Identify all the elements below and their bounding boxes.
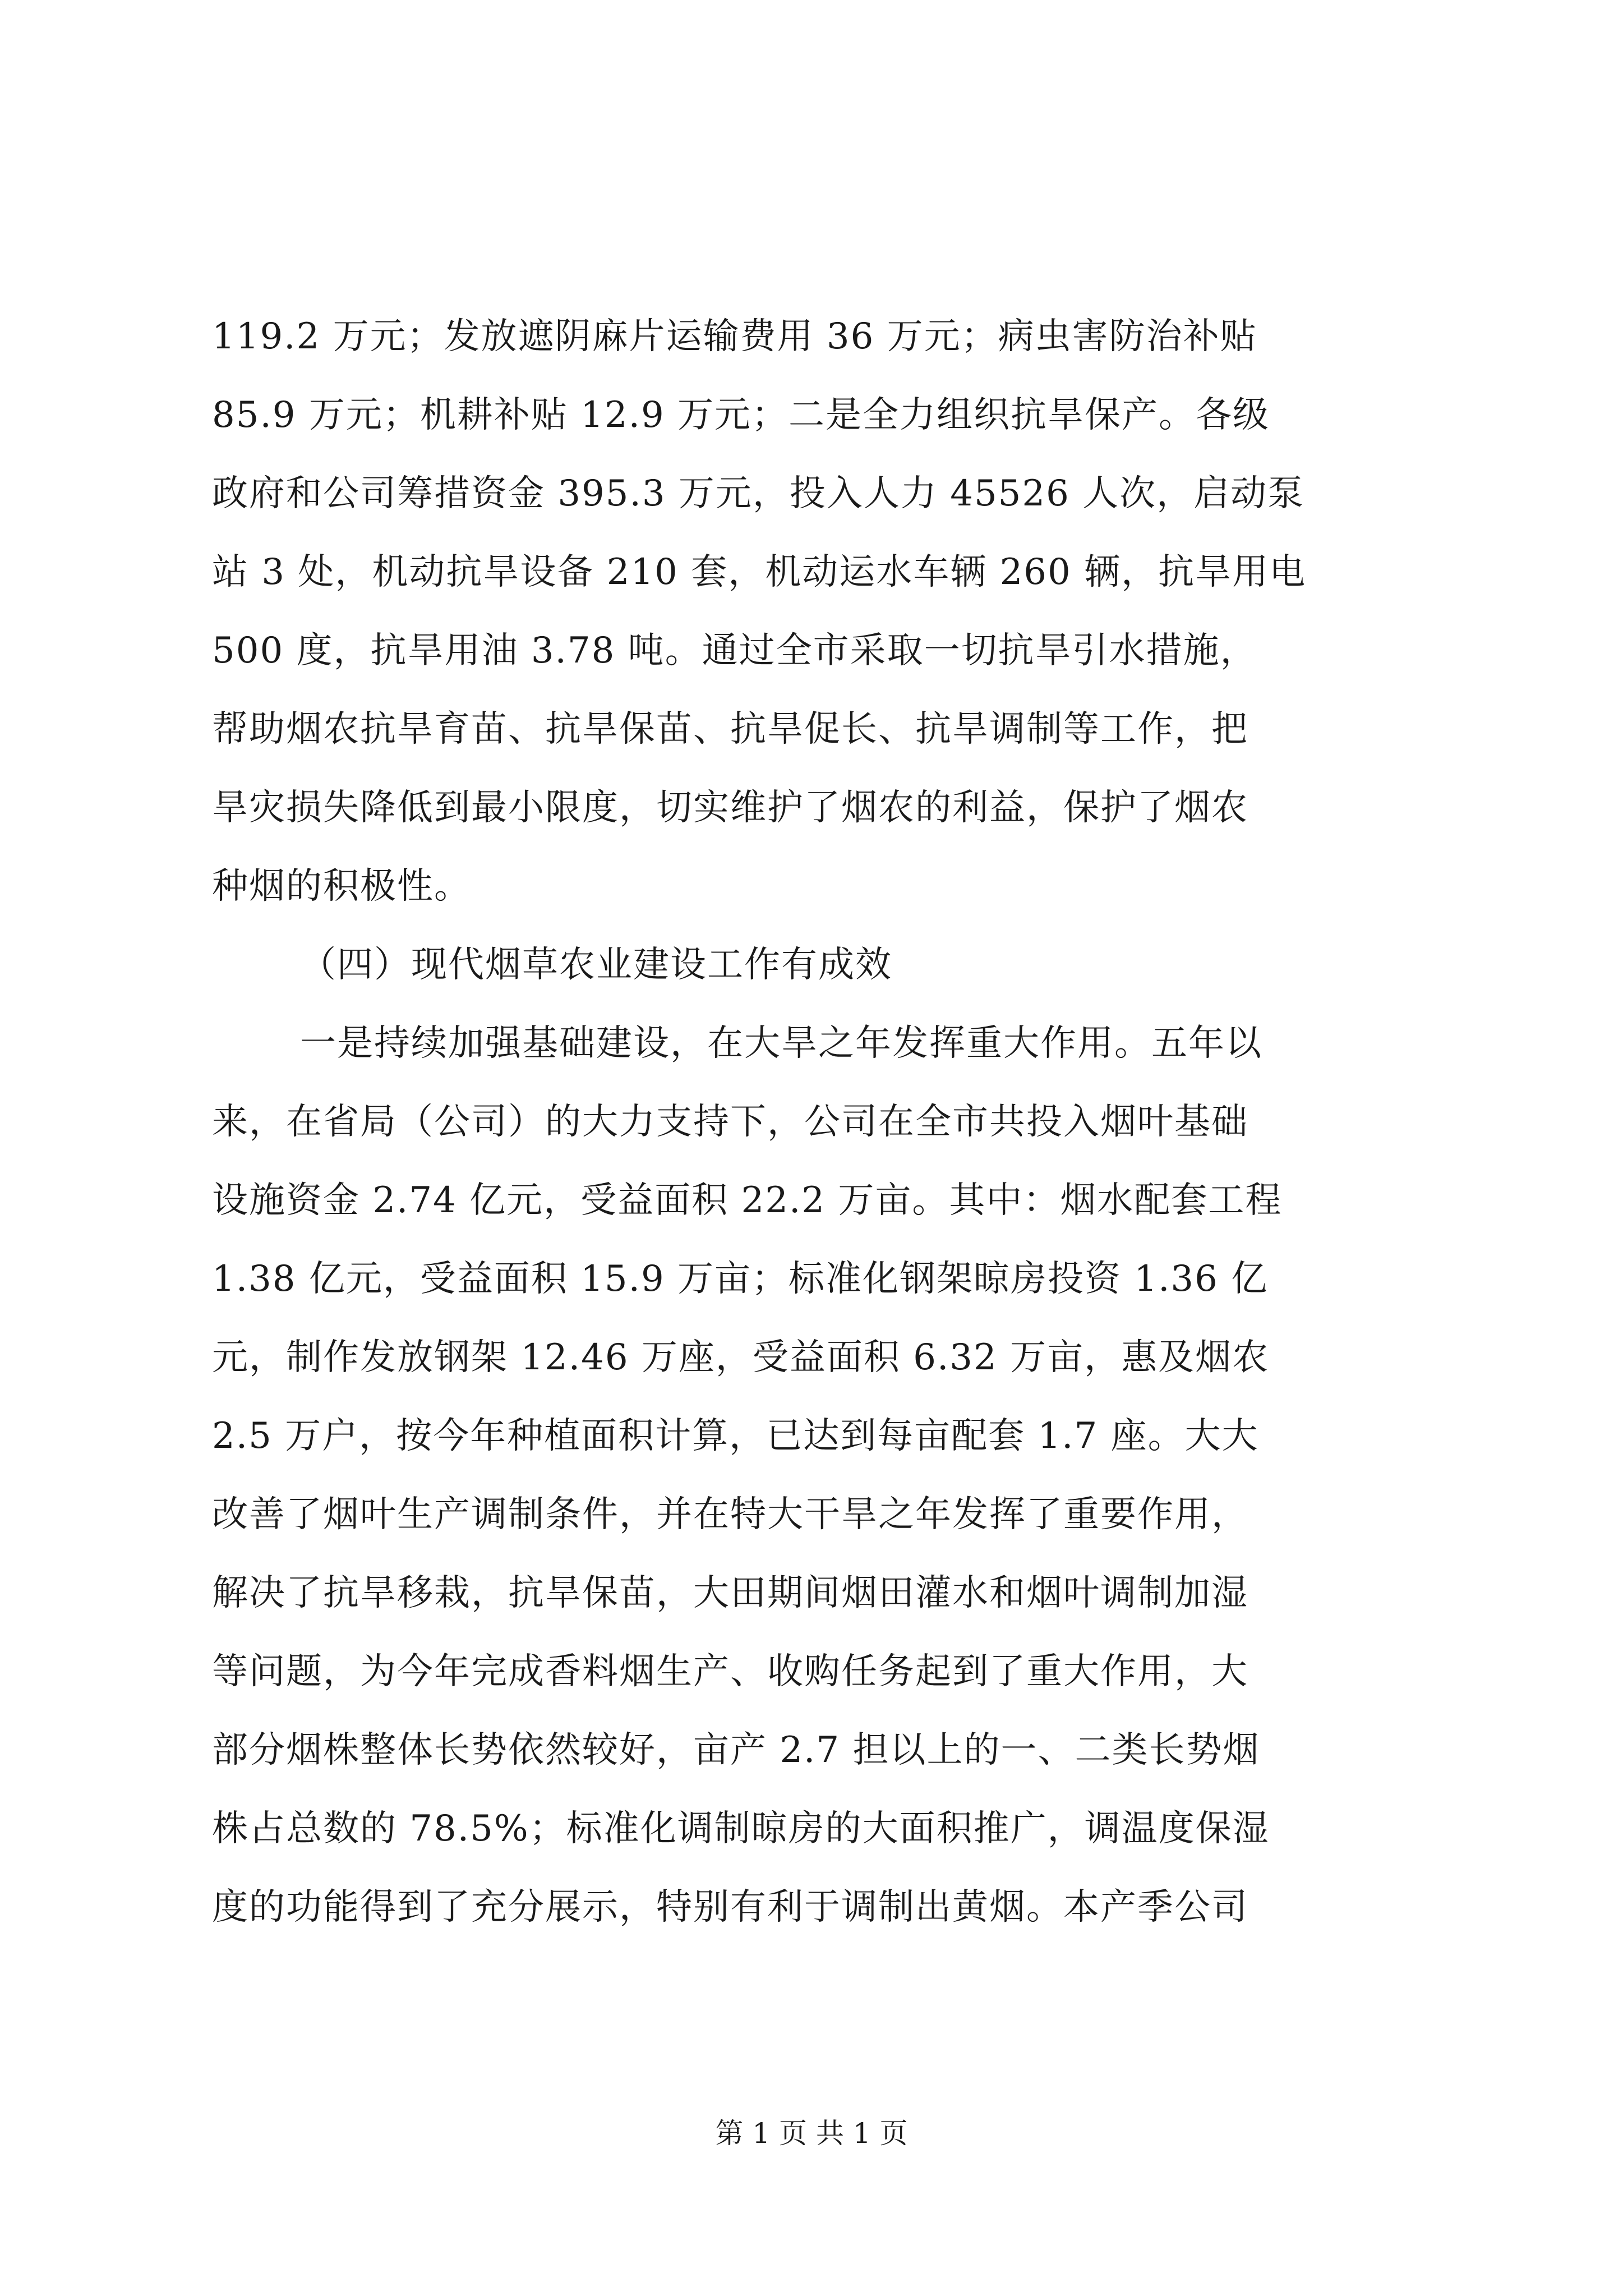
body-text-line: 株占总数的 78.5%；标准化调制晾房的大面积推广，调温度保湿 — [212, 1808, 1270, 1849]
body-text-line: 119.2 万元；发放遮阴麻片运输费用 36 万元；病虫害防治补贴 — [212, 316, 1257, 357]
body-text-line: 来，在省局（公司）的大力支持下，公司在全市共投入烟叶基础 — [212, 1101, 1248, 1143]
body-text-line: 改善了烟叶生产调制条件，并在特大干旱之年发挥了重要作用， — [212, 1494, 1248, 1535]
section-heading: （四）现代烟草农业建设工作有成效 — [300, 944, 892, 986]
body-text-line: 500 度，抗旱用油 3.78 吨。通过全市采取一切抗旱引水措施， — [212, 630, 1257, 671]
body-text-line: 解决了抗旱移栽，抗旱保苗，大田期间烟田灌水和烟叶调制加湿 — [212, 1572, 1248, 1614]
body-text-line: 等问题，为今年完成香料烟生产、收购任务起到了重大作用，大 — [212, 1651, 1248, 1692]
body-text-line: 种烟的积极性。 — [212, 866, 471, 907]
body-text-line: 设施资金 2.74 亿元，受益面积 22.2 万亩。其中：烟水配套工程 — [212, 1180, 1283, 1221]
body-text-line: 1.38 亿元，受益面积 15.9 万亩；标准化钢架晾房投资 1.36 亿 — [212, 1258, 1269, 1300]
body-text-line: 85.9 万元；机耕补贴 12.9 万元；二是全力组织抗旱保产。各级 — [212, 394, 1270, 436]
body-text-line: 政府和公司筹措资金 395.3 万元，投入人力 45526 人次，启动泵 — [212, 473, 1305, 514]
body-text-line: 部分烟株整体长势依然较好，亩产 2.7 担以上的一、二类长势烟 — [212, 1729, 1260, 1771]
body-text-line: 一是持续加强基础建设，在大旱之年发挥重大作用。五年以 — [300, 1023, 1262, 1064]
body-text-line: 度的功能得到了充分展示，特别有利于调制出黄烟。本产季公司 — [212, 1887, 1248, 1928]
body-text-line: 2.5 万户，按今年种植面积计算，已达到每亩配套 1.7 座。大大 — [212, 1415, 1259, 1457]
body-text-line: 站 3 处，机动抗旱设备 210 套，机动运水车辆 260 辆，抗旱用电 — [212, 551, 1307, 593]
body-text-line: 元，制作发放钢架 12.46 万座，受益面积 6.32 万亩，惠及烟农 — [212, 1337, 1270, 1378]
body-text-line: 帮助烟农抗旱育苗、抗旱保苗、抗旱促长、抗旱调制等工作，把 — [212, 708, 1248, 750]
page-footer: 第 1 页 共 1 页 — [715, 2117, 908, 2150]
body-text-line: 旱灾损失降低到最小限度，切实维护了烟农的利益，保护了烟农 — [212, 787, 1248, 829]
